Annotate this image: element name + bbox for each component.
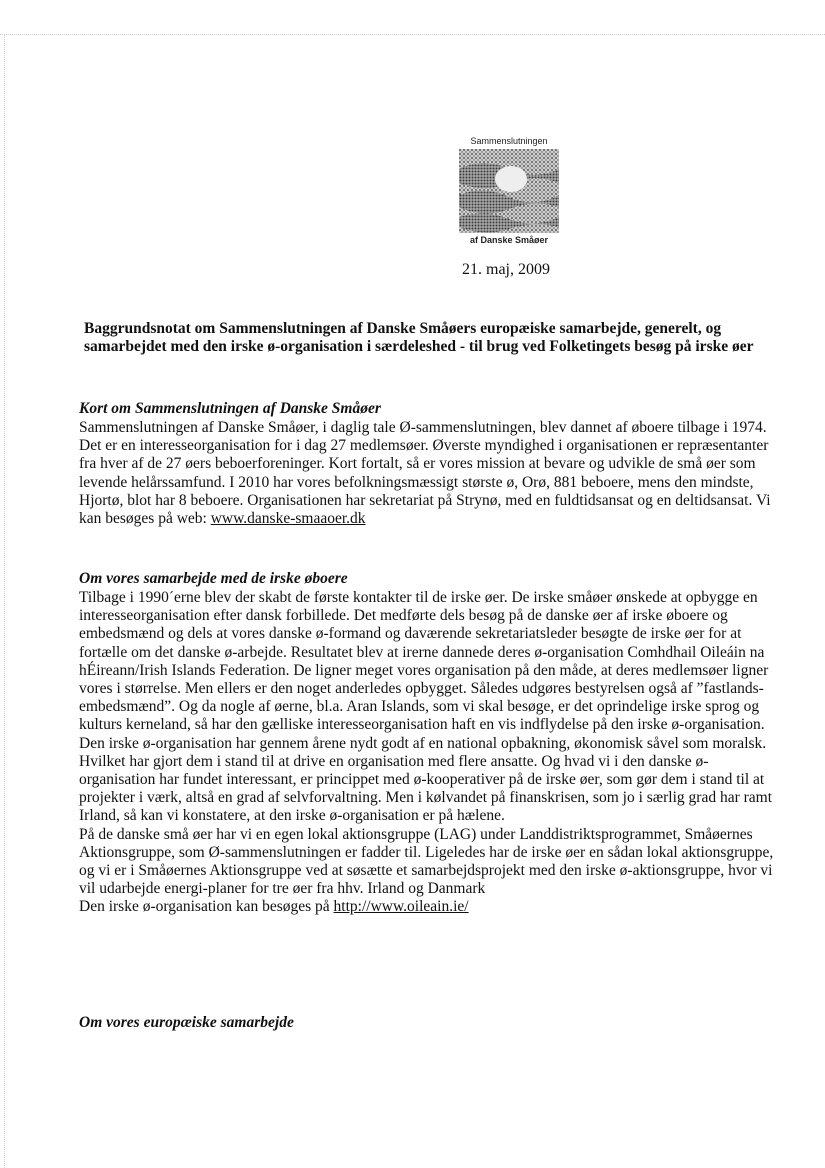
section-paragraph: Den irske ø-organisation har gennem årene nydt godt af en national opbakning, økonomisk såvel som moralsk. Hvilket har gjort dem i stand til at drive en organisation med flere ansatte. Og hvad vi i den danske ø-organisation har fundet interessant, er princippet med ø-kooperativer på de irske øer, som gør dem i stand til at projekter i værk, altså en grad af selvforvaltning. Men i kølvandet på finanskrisen, som jo i særlig grad har ramt Irland, så kan vi konstatere, at den irske ø-organisation er på hælene. <box>79 734 773 825</box>
document-title: Baggrundsnotat om Sammenslutningen af Danske Småøers europæiske samarbejde, generelt, og samarbejdet med den irske ø-organisation i særdeleshed - til brug ved Folketingets besøg på irske øer <box>84 320 754 355</box>
logo-island-pattern-icon <box>459 149 559 233</box>
scan-edge-left <box>4 34 5 1168</box>
section-paragraph: Tilbage i 1990´erne blev der skabt de første kontakter til de irske øer. De irske småøer ønskede at opbygge en interesseorganisation efter dansk forbillede. Det medførte dels besøg på de danske øer af irske øboere og embedsmænd og dels at vores danske ø-formand og daværende sekretariatsleder besøgte de irske øer for at fortælle om det danske ø-arbejde. Resultatet blev at irerne dannede deres ø-organisation Comhdhail Oileáin na hÉireann/Irish Islands Federation. De ligner meget vores organisation på den måde, at deres medlemsøer ligner vores i størrelse. Men ellers er den noget anderledes opbygget. Således udgøres bestyrelsen også af ”fastlands-embedsmænd”. Og da nogle af øerne, bl.a. Aran Islands, som vi skal besøge, er det oprindelige irske sprog og kulturs kerneland, så har den gælliske interesseorganisation haft en vis indflydelse på den irske ø-organisation. <box>79 589 769 734</box>
logo-top-text: Sammenslutningen <box>470 136 548 146</box>
paragraph-text: Sammenslutningen af Danske Småøer, i daglig tale Ø-sammenslutningen, blev dannet af øboere tilbage i 1974. Det er en interesseorganisation for i dag 27 medlemsøer. Øverste myndighed i organisationen er repræsentanter fra hver af de 27 øers beboerforeninger. Kort fortalt, så er vores mission at bevare og udvikle de små øer som levende helårssamfund. I 2010 har vores befolkningsmæssigt største ø, Orø, 881 beboere, mens den mindste, Hjortø, blot har 8 beboere. Organisationen har sekretariat på Strynø, med en fuldtidsansat og en deltidsansat. Vi kan besøges på web: <box>79 419 771 528</box>
organisation-logo <box>456 136 562 246</box>
section-irish-cooperation <box>79 570 779 917</box>
section-about-organisation <box>79 400 779 528</box>
logo-bottom-text: af Danske Småøer <box>469 235 549 245</box>
irish-website-link[interactable]: http://www.oileain.ie/ <box>333 898 469 916</box>
paragraph-text: Den irske ø-organisation kan besøges på <box>79 898 334 916</box>
section-heading: Om vores samarbejde med de irske øboere <box>79 570 348 587</box>
document-date: 21. maj, 2009 <box>462 261 550 278</box>
section-paragraph: På de danske små øer har vi en egen lokal aktionsgruppe (LAG) under Landdistriktsprogrammet, Småøernes Aktionsgruppe, som Ø-sammenslutningen er fadder til. Ligeledes har de irske øer en sådan lokal aktionsgruppe, og vi er i Småøernes Aktionsgruppe ved at søsætte et samarbejdsprojekt med den irske ø-aktionsgruppe, hvor vi vil udarbejde energi-planer for tre øer fra hhv. Irland og Danmark <box>79 825 774 898</box>
website-link[interactable]: www.danske-smaaoer.dk <box>210 510 366 528</box>
section-paragraph <box>79 419 779 528</box>
section-european-cooperation <box>79 1014 779 1033</box>
scan-edge-top <box>0 34 825 35</box>
section-paragraph <box>79 898 779 916</box>
section-heading: Om vores europæiske samarbejde <box>79 1014 294 1031</box>
section-heading: Kort om Sammenslutningen af Danske Småøer <box>79 400 381 417</box>
